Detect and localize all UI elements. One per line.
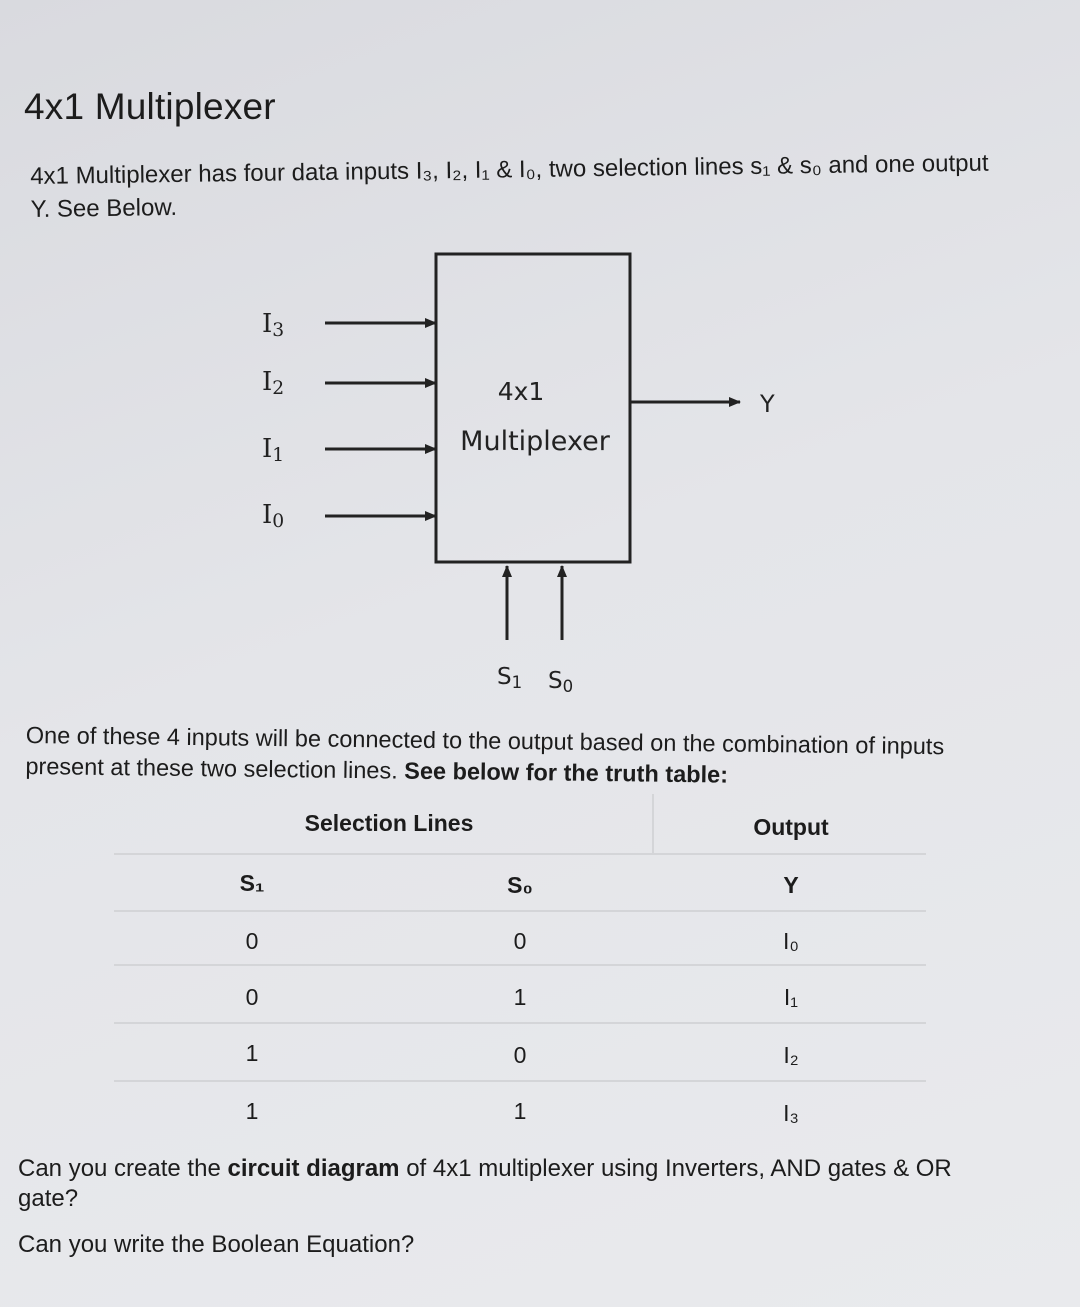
- page-title: 4x1 Multiplexer: [24, 86, 276, 127]
- table-cell: 1: [245, 1098, 259, 1124]
- input-label-i3: I3: [262, 309, 285, 341]
- mux-block: [436, 254, 630, 562]
- input-label-i0: I0: [262, 500, 285, 532]
- question-1: Can you create the circuit diagram of 4x1 multiplexer using Inverters, AND gates & OR gate?: [18, 1155, 952, 1212]
- table-cell: I₂: [783, 1042, 799, 1068]
- question-1-emphasis: circuit diagram: [227, 1155, 400, 1182]
- intro-line-2: Y. See Below.: [30, 193, 178, 223]
- truth-table-lead: See below for the truth table:: [404, 757, 729, 788]
- table-cell: 1: [513, 1098, 527, 1124]
- column-header-s0: S₀: [507, 872, 533, 898]
- select-label-s1: S1: [497, 664, 523, 692]
- column-header-y: Y: [783, 872, 799, 898]
- intro-line-1: 4x1 Multiplexer has four data inputs I₃, I₂, I₁ & I₀, two selection lines s₁ & s₀ and one output: [30, 149, 989, 190]
- header-output: Output: [753, 814, 829, 840]
- input-label-i2: I2: [262, 367, 285, 399]
- output-label-y: Y: [760, 390, 775, 418]
- table-cell: 0: [245, 984, 259, 1010]
- paragraph-line-2: present at these two selection lines. See below for the truth table:: [25, 752, 729, 788]
- paragraph-line-1: One of these 4 inputs will be connected to the output based on the combination of inputs: [25, 721, 945, 760]
- block-label-line1: 4x1: [497, 377, 545, 406]
- header-selection-lines: Selection Lines: [304, 810, 474, 836]
- column-header-s1: S₁: [239, 870, 265, 896]
- select-label-s0: S0: [548, 668, 574, 696]
- question-2: Can you write the Boolean Equation?: [18, 1231, 415, 1258]
- table-cell: 0: [245, 928, 259, 954]
- explanation-paragraph: [25, 720, 1056, 795]
- table-cell: 0: [513, 928, 527, 954]
- table-cell: 0: [513, 1042, 527, 1068]
- table-cell: I₃: [783, 1100, 799, 1126]
- truth-table: [114, 794, 926, 1140]
- input-label-i1: I1: [262, 434, 285, 466]
- table-cell: 1: [513, 984, 527, 1010]
- table-divider: [652, 794, 654, 854]
- table-cell: 1: [245, 1040, 259, 1066]
- table-cell: I₀: [783, 928, 799, 954]
- table-cell: I₁: [783, 984, 799, 1010]
- block-label-line2: Multiplexer: [460, 426, 610, 457]
